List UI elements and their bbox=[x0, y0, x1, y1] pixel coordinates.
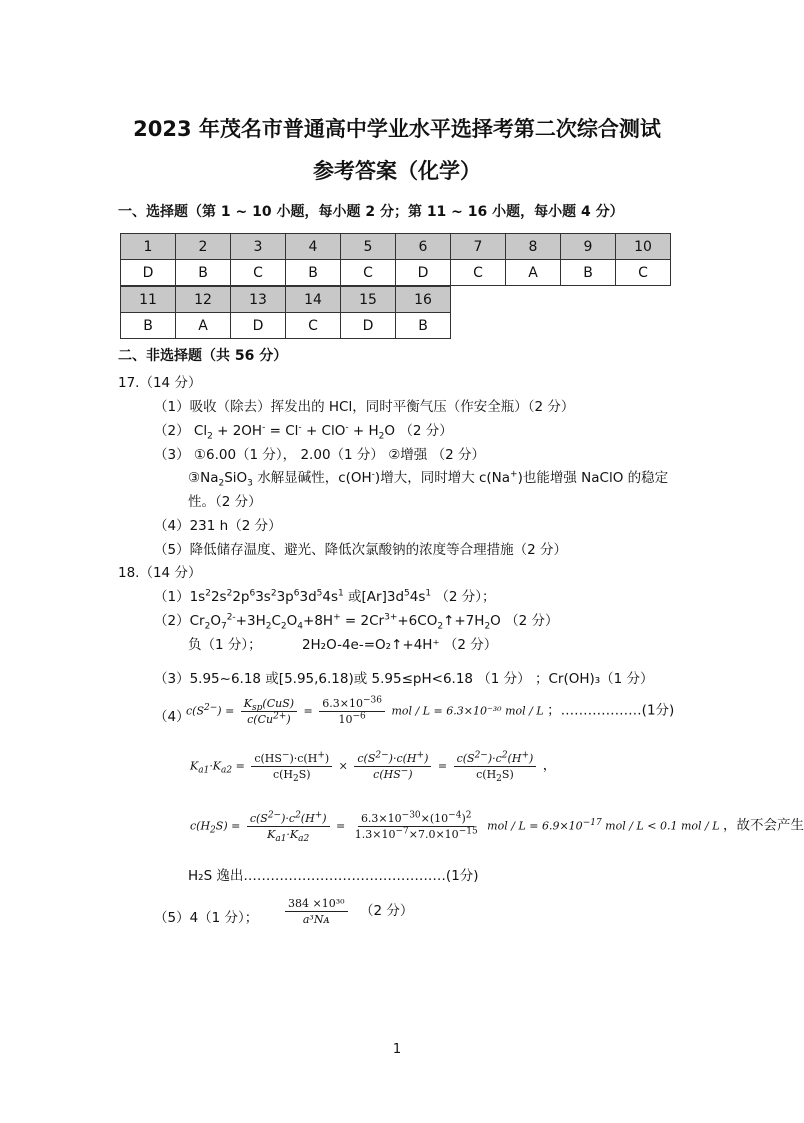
question-number: 15 bbox=[341, 287, 396, 313]
q18-heading: 18.（14 分） bbox=[118, 565, 202, 581]
question-number: 8 bbox=[506, 234, 561, 260]
q18-answer-3: （3）5.95~6.18 或[5.95,6.18)或 5.95≤pH<6.18 （1 分） ；Cr(OH)₃（1 分） bbox=[154, 671, 654, 687]
q17-answer-2-score: （2 分） bbox=[399, 423, 453, 439]
answer-cell: B bbox=[396, 313, 451, 339]
answer-table-2 bbox=[120, 286, 451, 339]
answer-cell: B bbox=[561, 260, 616, 286]
equation-density bbox=[282, 897, 413, 926]
q17-text-part: )增大，同时增大 c(Na bbox=[374, 470, 511, 486]
q18-answer-2: $(2)Cr_2O_7^{2-}+3H_2C_2O_4+8H^+$ = $2Cr^{3+}+6CO_2↑+7H_2O$ （2 分） bbox=[154, 612, 559, 632]
question-number: 7 bbox=[451, 234, 506, 260]
question-number: 11 bbox=[121, 287, 176, 313]
answer-cell: C bbox=[451, 260, 506, 286]
q18-answer-1-score: （2 分）； bbox=[435, 589, 496, 605]
q17-answer-2 bbox=[154, 419, 453, 442]
answer-cell: B bbox=[121, 313, 176, 339]
equation-sulfide-concentration: $c(S^{2-})$ = $\frac{K_{sp}(CuS)}{c(Cu^{2+})}$ = $\frac{6.3\times 10^{-36}}{10^{-6}}$ mol / L = 6.3×10⁻³⁰ mol / L ；………………(1分) bbox=[186, 695, 675, 726]
q18-answer-2-label: （2） bbox=[154, 613, 190, 629]
question-number: 9 bbox=[561, 234, 616, 260]
answer-cell: D bbox=[341, 313, 396, 339]
question-number: 3 bbox=[231, 234, 286, 260]
question-number: 14 bbox=[286, 287, 341, 313]
q18-answer-1-label: （1） bbox=[154, 589, 190, 605]
q18-answer-2b-text: 负（1 分）； bbox=[188, 637, 262, 653]
answer-cell: C bbox=[616, 260, 671, 286]
q17-answer-3-sub2: 性。（2 分） bbox=[188, 494, 262, 510]
question-number: 13 bbox=[231, 287, 286, 313]
question-number: 4 bbox=[286, 234, 341, 260]
q18-answer-2b bbox=[188, 633, 497, 653]
q17-answer-3 bbox=[154, 443, 485, 463]
answer-cell: B bbox=[286, 260, 341, 286]
question-number: 5 bbox=[341, 234, 396, 260]
answer-cell: B bbox=[176, 260, 231, 286]
answer-cell: C bbox=[341, 260, 396, 286]
q17-answer-2-label: （2） bbox=[154, 423, 190, 439]
q17-text-part: 水解显碱性，c(OH bbox=[257, 470, 372, 486]
page-number: 1 bbox=[392, 1042, 402, 1057]
equation-h2s-concentration: $c(H_2S)$ = $\frac{c(S^{2-})\cdot c^2(H^+)}{K_{a1}\cdot K_{a2}}$ = $\frac{6.3\times 10^{-30}\times(10^{-4})^2}{1.3\times 10^{-7}\times 7.0\times 10^{-15}}$ mol / $L = 6.9\times 10^{-17}$ mol / L < 0.1 mol / L ，故不会产生 bbox=[190, 810, 804, 845]
question-number: 16 bbox=[396, 287, 451, 313]
q18-answer-1: $(1)1s^22s^22p^63s^23p^63d^54s^1$ 或$[Ar]3d^54s^1$ （2 分）； bbox=[154, 588, 496, 605]
q17-answer-3-text: ①6.00（1 分）， 2.00（1 分） ②增强 （2 分） bbox=[193, 447, 485, 463]
sulfide-concentration-value: mol / L = 6.3×10⁻³⁰ mol / L bbox=[391, 704, 544, 718]
equation-ka-product: $K_{a1}\cdot K_{a2}$ = $\frac{c(HS^-)\cdot c(H^+)}{c(H_2S)}$ × $\frac{c(S^{2-})\cdot c(H^+)}{c(HS^-)}$ = $\frac{c(S^{2-})\cdot c^2(H^+)}{c(H_2S)}$ ， bbox=[190, 750, 557, 785]
q18-answer-2-score: （2 分） bbox=[505, 613, 559, 629]
page-title: 2023 年茂名市普通高中学业水平选择考第二次综合测试 bbox=[133, 117, 661, 141]
answer-table-1 bbox=[120, 233, 671, 286]
q17-heading: 17.（14 分） bbox=[118, 375, 202, 391]
q17-answer-3-label: （3） bbox=[154, 447, 190, 463]
table-row bbox=[121, 313, 451, 339]
table-row bbox=[121, 234, 671, 260]
density-numerator: 384 ×10³⁰ bbox=[285, 897, 348, 912]
q17-answer-4: （4）231 h（2 分） bbox=[154, 518, 282, 534]
q17-equation: $Cl_2 + 2OH^- = Cl^- + ClO^- + H_2O$ bbox=[193, 422, 396, 442]
question-number: 2 bbox=[176, 234, 231, 260]
q18-answer-5-label: （5）4（1 分）； bbox=[154, 910, 259, 926]
density-denominator: a³Nᴀ bbox=[302, 913, 330, 926]
table-row bbox=[121, 260, 671, 286]
answer-cell: C bbox=[231, 260, 286, 286]
question-number: 12 bbox=[176, 287, 231, 313]
q17-text-part: )也能增强 NaClO 的稳定 bbox=[517, 470, 669, 486]
section-heading-2: 二、非选择题（共 56 分） bbox=[118, 348, 288, 364]
answer-cell: A bbox=[506, 260, 561, 286]
q17-answer-1: （1）吸收（除去）挥发出的 HCl，同时平衡气压（作安全瓶）（2 分） bbox=[154, 399, 575, 415]
q18-answer-4-label: （4） bbox=[154, 709, 190, 725]
question-number: 6 bbox=[396, 234, 451, 260]
answer-cell: D bbox=[231, 313, 286, 339]
answer-cell: D bbox=[396, 260, 451, 286]
answer-cell: A bbox=[176, 313, 231, 339]
question-number: 10 bbox=[616, 234, 671, 260]
answer-cell: D bbox=[121, 260, 176, 286]
q18-answer-2b-eq: 2H₂O-4e-=O₂↑+4H⁺ （2 分） bbox=[301, 637, 498, 653]
q17-answer-3-sub: $③Na_2SiO_3$ 水解显碱性，c(OH-)增大，同时增大 c(Na+)也能增强 NaClO 的稳定 bbox=[188, 469, 669, 489]
q18-answer-4-line4: H₂S 逸出………………………………………(1分) bbox=[188, 868, 479, 884]
q18-answer-5-score: （2 分） bbox=[360, 902, 414, 919]
q18-answer-4-conclusion: ，故不会产生 bbox=[723, 817, 804, 834]
section-heading-1: 一、选择题（第 1 ~ 10 小题，每小题 2 分；第 11 ~ 16 小题，每小题 4 分） bbox=[118, 204, 624, 220]
table-row bbox=[121, 287, 451, 313]
q18-answer-4-score: ；………………(1分) bbox=[547, 702, 675, 719]
question-number: 1 bbox=[121, 234, 176, 260]
answer-cell: C bbox=[286, 313, 341, 339]
page-subtitle: 参考答案（化学） bbox=[313, 159, 481, 183]
q17-answer-5: （5）降低储存温度、避光、降低次氯酸钠的浓度等合理措施（2 分） bbox=[154, 542, 567, 558]
